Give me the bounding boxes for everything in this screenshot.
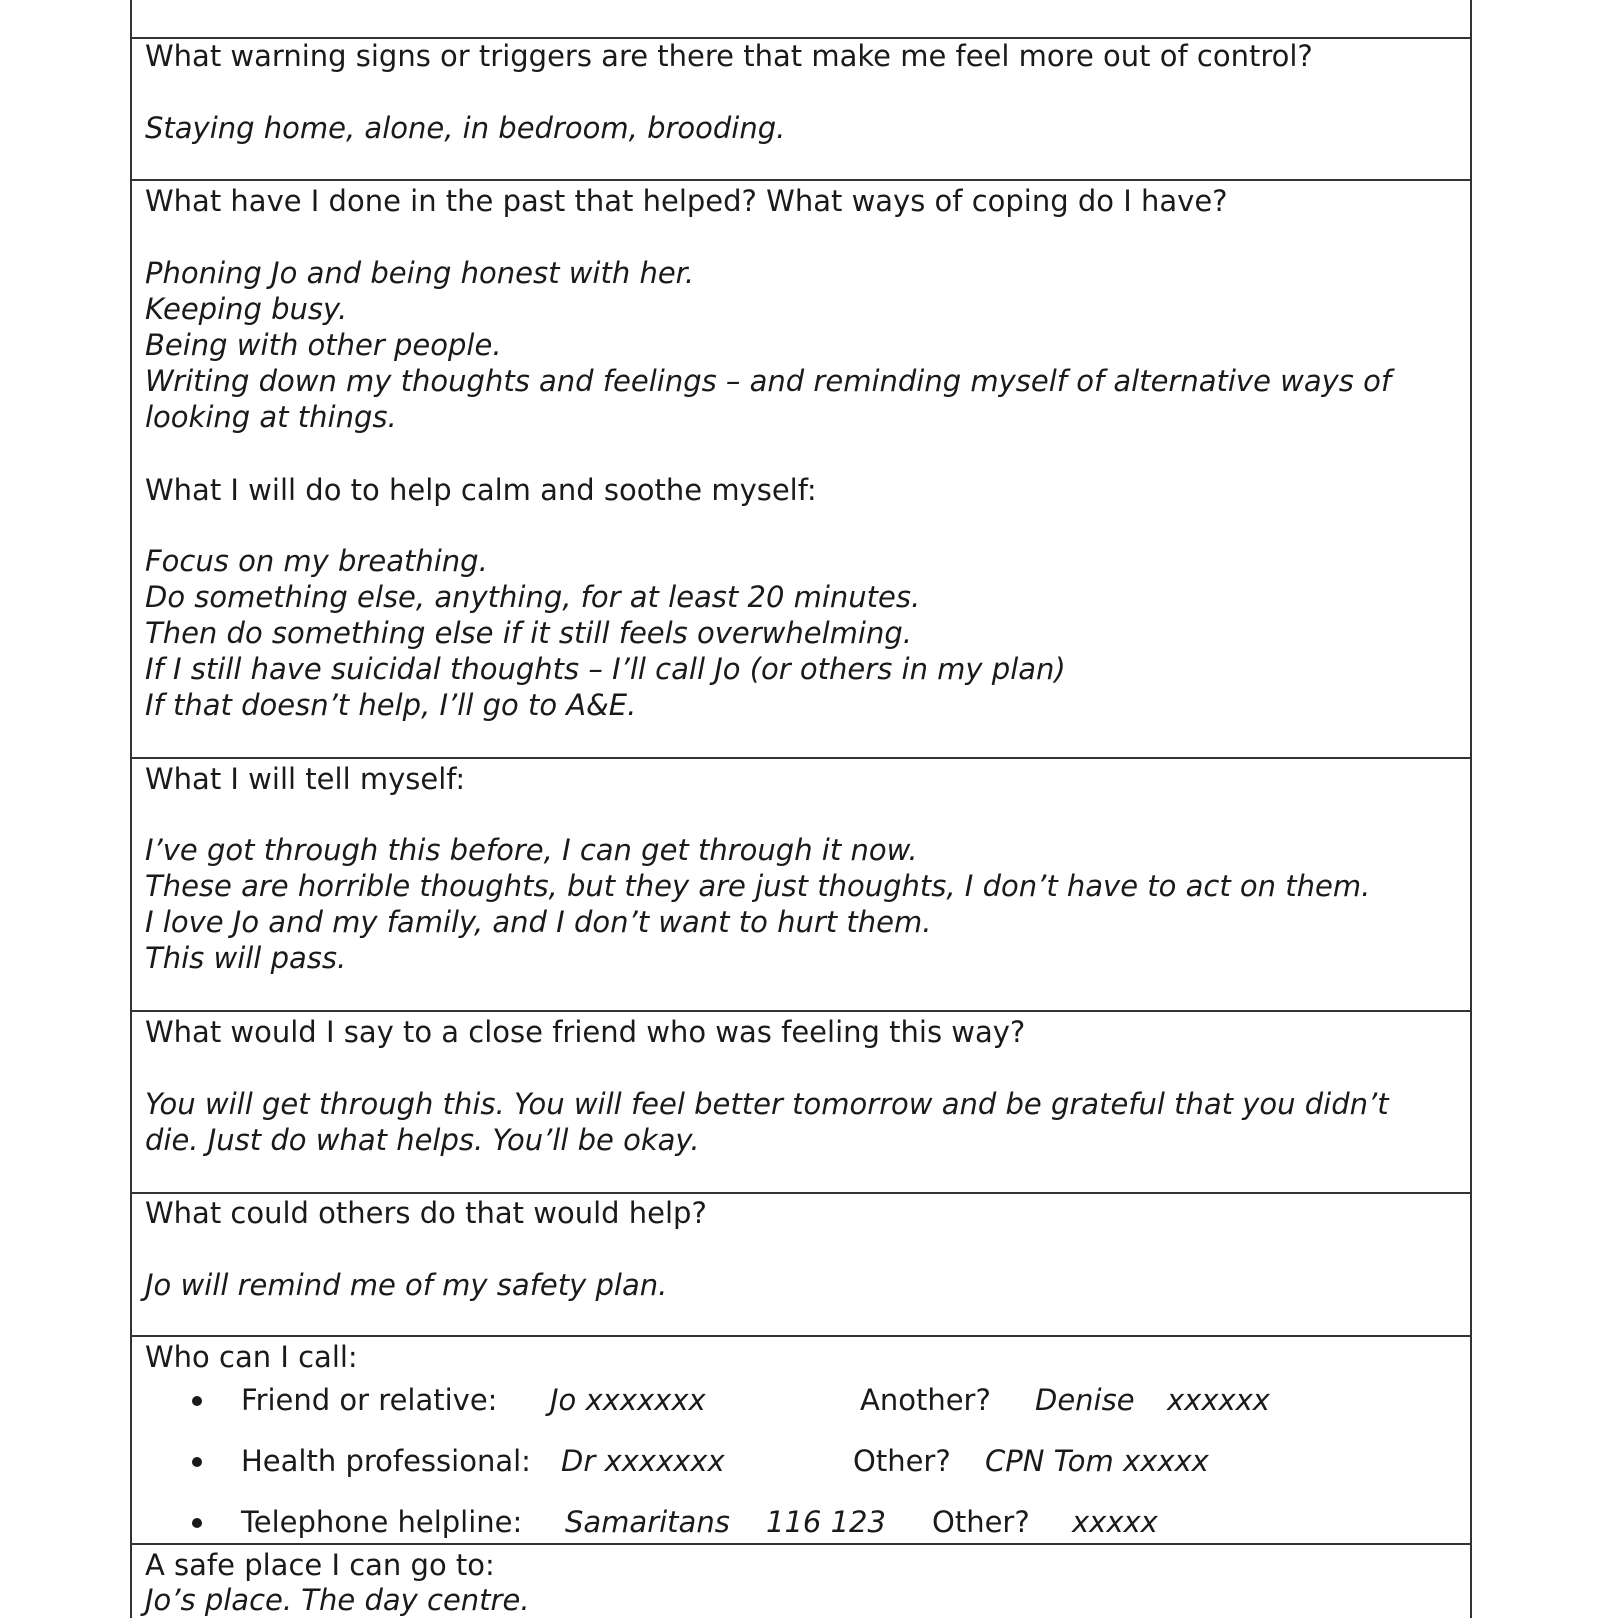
row-divider — [130, 1335, 1472, 1337]
contact-other-label: Other? — [932, 1505, 1030, 1539]
contact-number: 116 123 — [766, 1505, 886, 1539]
calm-answer: Then do something else if it still feels overwhelming. — [145, 616, 912, 650]
contact-value: Dr xxxxxxx — [561, 1444, 725, 1478]
row-divider — [130, 1543, 1472, 1545]
bullet-icon — [192, 1457, 202, 1467]
calm-answer: If that doesn’t help, I’ll go to A&E. — [145, 688, 637, 722]
coping-answer: Being with other people. — [145, 328, 502, 362]
warning-question: What warning signs or triggers are there that make me feel more out of control? — [145, 39, 1313, 73]
form-table — [130, 0, 1472, 1618]
contact-other-value: xxxxx — [1072, 1505, 1158, 1539]
coping-answer: looking at things. — [145, 400, 397, 434]
contact-other-label: Another? — [860, 1383, 991, 1417]
row-divider — [130, 179, 1472, 181]
tell-answer: This will pass. — [145, 941, 347, 975]
row-divider — [130, 1192, 1472, 1194]
contact-other-value: xxxxxx — [1167, 1383, 1270, 1417]
friend-question: What would I say to a close friend who was feeling this way? — [145, 1015, 1026, 1049]
contact-other-label: Other? — [853, 1444, 951, 1478]
others-question: What could others do that would help? — [145, 1196, 707, 1230]
safe-answer: Jo’s place. The day centre. — [145, 1583, 530, 1617]
row-divider — [130, 757, 1472, 759]
calm-answer: Focus on my breathing. — [145, 544, 488, 578]
tell-answer: I love Jo and my family, and I don’t want to hurt them. — [145, 905, 932, 939]
friend-answer: die. Just do what helps. You’ll be okay. — [145, 1123, 700, 1157]
coping-answer: Writing down my thoughts and feelings – and reminding myself of alternative ways of — [145, 364, 1392, 398]
contact-label: Friend or relative: — [241, 1383, 498, 1417]
bullet-icon — [192, 1396, 202, 1406]
tell-question: What I will tell myself: — [145, 762, 466, 796]
coping-answer: Keeping busy. — [145, 292, 348, 326]
friend-answer: You will get through this. You will feel better tomorrow and be grateful that you didn’t — [145, 1087, 1389, 1121]
contact-value: Jo xxxxxxx — [550, 1383, 706, 1417]
safe-question: A safe place I can go to: — [145, 1548, 495, 1582]
calm-answer: If I still have suicidal thoughts – I’ll call Jo (or others in my plan) — [145, 652, 1066, 686]
calm-question: What I will do to help calm and soothe myself: — [145, 473, 817, 507]
contact-other-name: Denise — [1035, 1383, 1135, 1417]
contact-value: Samaritans — [565, 1505, 730, 1539]
warning-answer: Staying home, alone, in bedroom, brooding. — [145, 111, 786, 145]
tell-answer: These are horrible thoughts, but they are just thoughts, I don’t have to act on them. — [145, 869, 1371, 903]
calm-answer: Do something else, anything, for at least 20 minutes. — [145, 580, 921, 614]
coping-question: What have I done in the past that helped? What ways of coping do I have? — [145, 184, 1228, 218]
others-answer: Jo will remind me of my safety plan. — [145, 1268, 668, 1302]
coping-answer: Phoning Jo and being honest with her. — [145, 256, 695, 290]
bullet-icon — [192, 1518, 202, 1528]
tell-answer: I’ve got through this before, I can get through it now. — [145, 833, 918, 867]
contact-label: Health professional: — [241, 1444, 531, 1478]
contact-label: Telephone helpline: — [241, 1505, 523, 1539]
call-question: Who can I call: — [145, 1340, 358, 1374]
contact-other-value: CPN Tom xxxxx — [985, 1444, 1209, 1478]
row-divider — [130, 1010, 1472, 1012]
